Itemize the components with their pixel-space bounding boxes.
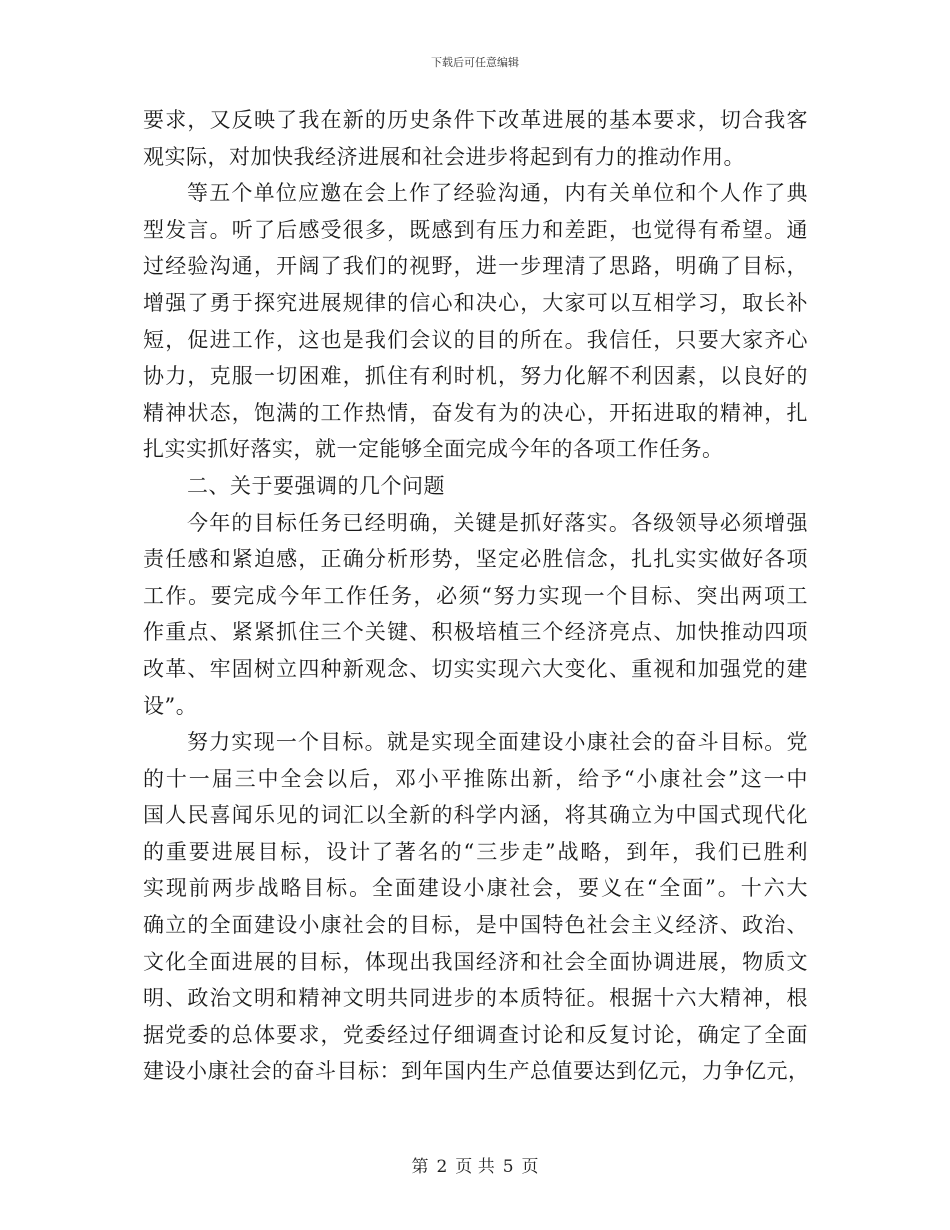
- document-body: [143, 102, 808, 1090]
- text-line: 今年的目标任务已经明确，关键是抓好落实。各级领导必须增强: [187, 510, 808, 535]
- footer-total-pages: 5: [502, 1157, 514, 1177]
- text-line: 实现前两步战略目标。全面建设小康社会，要义在“全面”。十六大: [143, 876, 808, 901]
- text-line: 的十一届三中全会以后，邓小平推陈出新，给予“小康社会”这一中: [143, 766, 808, 791]
- text-line: 建设小康社会的奋斗目标：到年国内生产总值要达到亿元，力争亿元，: [143, 1059, 810, 1084]
- text-line: 明、政治文明和精神文明共同进步的本质特征。根据十六大精神，根: [143, 986, 808, 1011]
- text-line: 作重点、紧紧抓住三个关键、积极培植三个经济亮点、加快推动四项: [143, 620, 808, 645]
- page-header: 下载后可任意编辑: [431, 56, 519, 69]
- text-line: 扎实实抓好落实，就一定能够全面完成今年的各项工作任务。: [143, 437, 724, 462]
- text-line: 确立的全面建设小康社会的目标，是中国特色社会主义经济、政治、: [143, 913, 808, 938]
- text-line: 观实际，对加快我经济进展和社会进步将起到有力的推动作用。: [143, 144, 745, 169]
- text-line: 文化全面进展的目标，体现出我国经济和社会全面协调进展，物质文: [143, 949, 808, 974]
- text-line: 努力实现一个目标。就是实现全面建设小康社会的奋斗目标。党: [187, 730, 808, 755]
- footer-middle: 页 共: [455, 1157, 495, 1177]
- text-line: 二、关于要强调的几个问题: [187, 473, 445, 498]
- text-line: 国人民喜闻乐见的词汇以全新的科学内涵，将其确立为中国式现代化: [143, 803, 808, 828]
- text-line: 协力，克服一切困难，抓住有利时机，努力化解不利因素，以良好的: [143, 364, 808, 389]
- footer-page-number: 2: [436, 1157, 448, 1177]
- text-line: 短，促进工作，这也是我们会议的目的所在。我信任，只要大家齐心: [143, 327, 808, 352]
- page-footer: [0, 1152, 950, 1177]
- text-line: 要求，又反映了我在新的历史条件下改革进展的基本要求，切合我客: [143, 108, 808, 132]
- footer-prefix: 第: [411, 1157, 429, 1177]
- text-line: 增强了勇于探究进展规律的信心和决心，大家可以互相学习，取长补: [143, 290, 808, 315]
- text-line: 过经验沟通，开阔了我们的视野，进一步理清了思路，明确了目标，: [143, 254, 808, 279]
- text-line: 工作。要完成今年工作任务，必须“努力实现一个目标、突出两项工: [143, 583, 808, 608]
- text-line: 精神状态，饱满的工作热情，奋发有为的决心，开拓进取的精神，扎: [143, 400, 808, 425]
- footer-suffix: 页: [521, 1157, 539, 1177]
- text-line: 责任感和紧迫感，正确分析形势，坚定必胜信念，扎扎实实做好各项: [143, 547, 808, 572]
- text-line: 据党委的总体要求，党委经过仔细调查讨论和反复讨论，确定了全面: [143, 1022, 808, 1047]
- text-line: 的重要进展目标，设计了著名的“三步走”战略，到年，我们已胜利: [143, 839, 808, 864]
- text-line: 改革、牢固树立四种新观念、切实实现六大变化、重视和加强党的建: [143, 656, 808, 681]
- text-line: 设”。: [143, 693, 198, 718]
- text-line: 等五个单位应邀在会上作了经验沟通，内有关单位和个人作了典: [187, 181, 808, 206]
- text-line: 型发言。听了后感受很多，既感到有压力和差距，也觉得有希望。通: [143, 217, 808, 242]
